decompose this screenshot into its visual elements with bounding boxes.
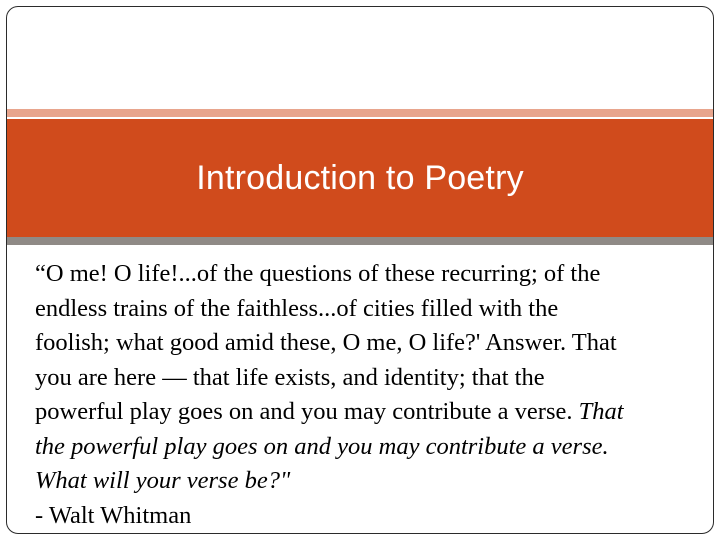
quote-line-7: What will your verse be?" [35,467,291,494]
quote-body [35,257,711,533]
quote-line-5 [35,395,711,430]
title-band-bottom-accent [7,237,713,245]
quote-line-3: foolish; what good amid these, O me, O life?' Answer. That [35,329,617,356]
title-band-top-accent [7,109,713,117]
quote-line-6: the powerful play goes on and you may contribute a verse. [35,432,609,460]
slide-frame [6,6,714,534]
slide-title: Introduction to Poetry [196,158,524,197]
quote-line-4: you are here — that life exists, and identity; that the [35,363,545,391]
quote-line-1: “O me! O life!...of the questions of these recurring; of the [35,260,601,287]
quote-line-5-regular: powerful play goes on and you may contribute a verse. [35,398,579,425]
quote-line-2: endless trains of the faithless...of cities filled with the [35,294,559,322]
quote-attribution: - Walt Whitman [35,501,192,529]
quote-line-5-italic: That [578,398,624,425]
